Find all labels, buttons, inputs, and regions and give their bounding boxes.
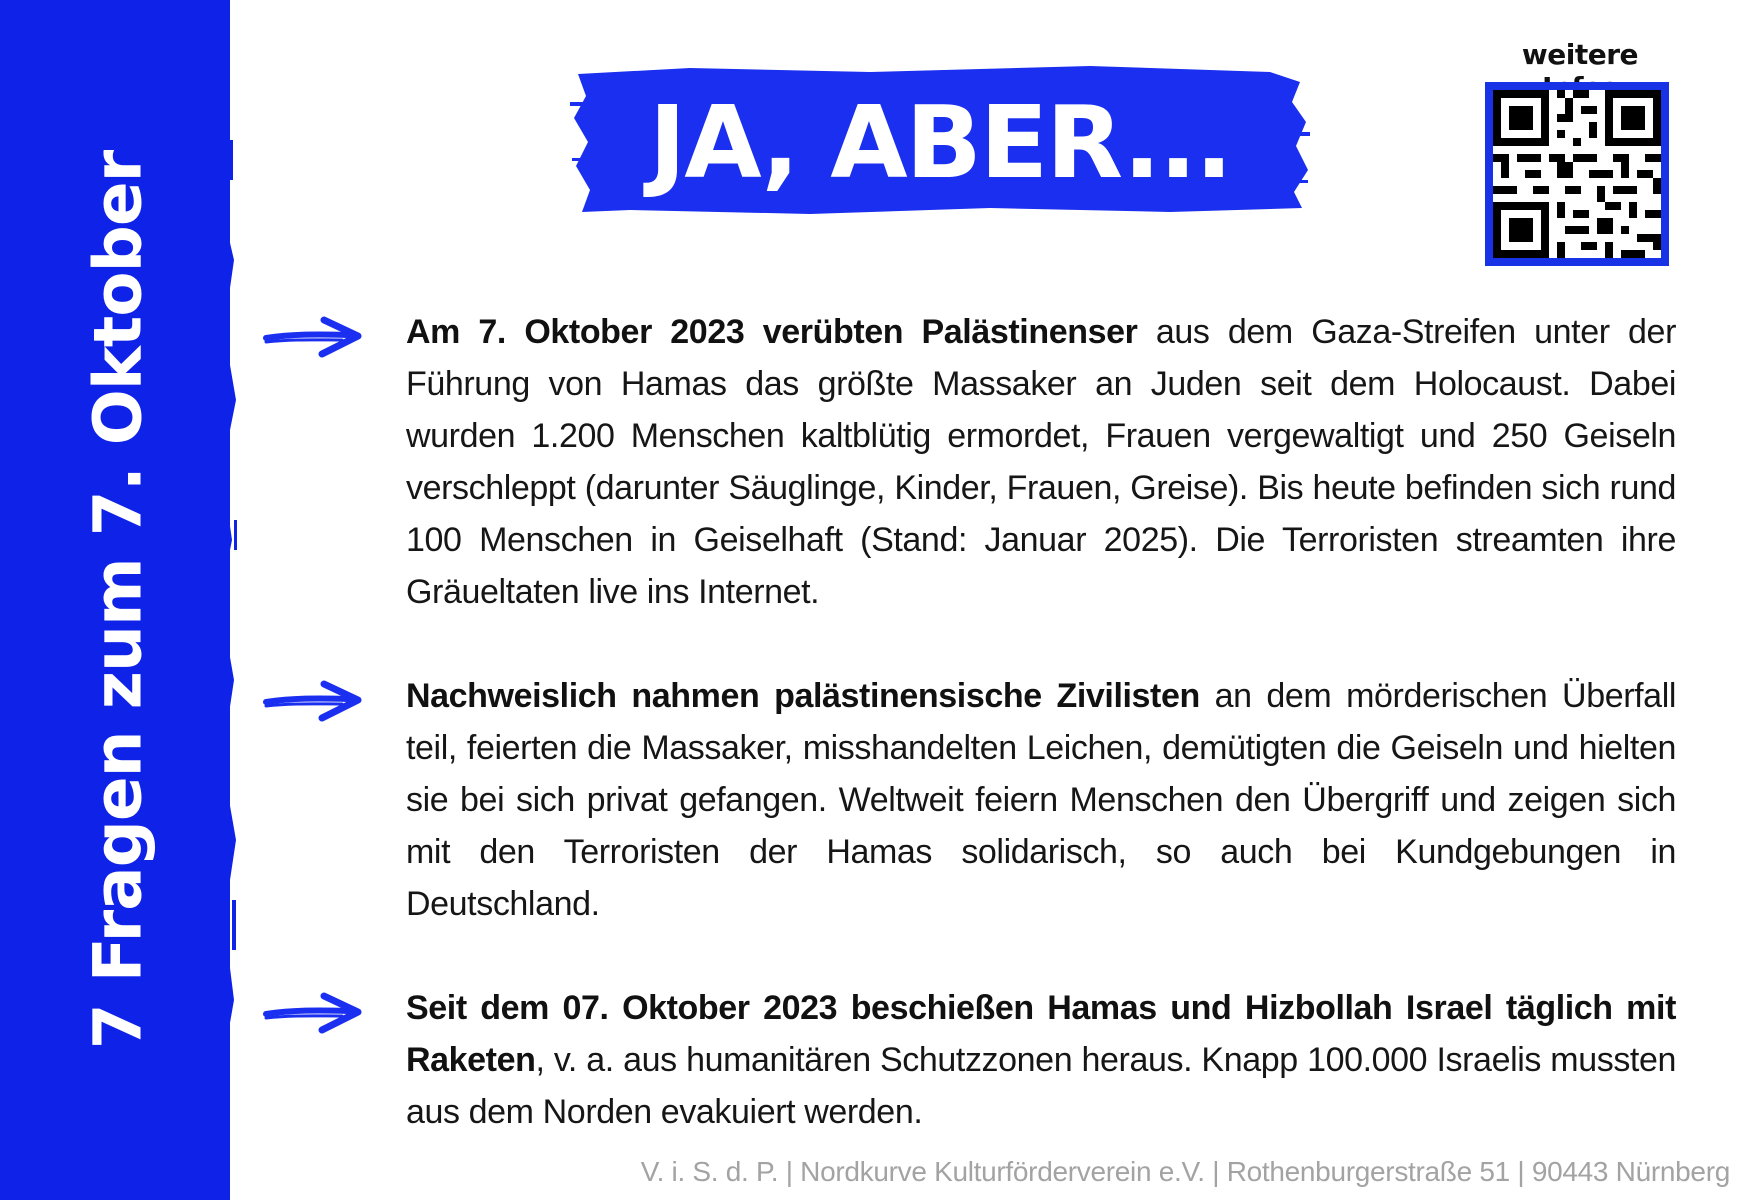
paragraph (406, 982, 1676, 1138)
paragraph-body: aus dem Gaza-Streifen unter der Führung von Hamas das größte Massaker an Juden seit dem Holocaust. Dabei wurden 1.200 Menschen kaltblütig ermordet, Frauen vergewaltigt und 250 Geiseln verschleppt (darunter Säuglinge, Kinder, Frauen, Greise). Bis heute befinden sich rund 100 Menschen in Geiselhaft (Stand: Januar 2025). Die Terroristen streamten ihre Gräueltaten live ins Internet. (406, 313, 1676, 611)
paragraph (406, 306, 1676, 618)
qr-label: weitere (1521, 38, 1639, 71)
paragraph-lead: Nachweislich nahmen palästinensische Zivilisten (406, 677, 1200, 715)
paragraph-lead: Seit dem 07. Oktober 2023 beschießen Hamas und Hizbollah Israel täglich mit Raketen (406, 989, 1676, 1079)
page-headline: JA, ABER... (648, 83, 1231, 201)
brush-edge (200, 0, 240, 1200)
arrow-right-icon (262, 678, 366, 722)
paragraph-body: an dem mörderischen Überfall teil, feierten die Massaker, misshandelten Leichen, demütigten die Geiseln und hielten sie bei sich privat gefangen. Weltweit feiern Menschen den Übergriff und zeigen sich mit den Terroristen der Hamas solidarisch, so auch bei Kundgebungen in Deutschland. (406, 677, 1677, 923)
paragraph (406, 670, 1676, 930)
footer-imprint: V. i. S. d. P. | Nordkurve Kulturförderverein e.V. | Rothenburgerstraße 51 | 90443 Nürnberg (640, 1156, 1730, 1187)
headline-banner (570, 62, 1310, 222)
arrow-right-icon (262, 314, 366, 358)
sidebar-band (0, 0, 230, 1200)
paragraph-body: , v. a. aus humanitären Schutzzonen heraus. Knapp 100.000 Israelis mussten aus dem Norden evakuiert werden. (406, 1041, 1676, 1131)
qr-code-icon[interactable] (1485, 82, 1669, 266)
arrow-right-icon (262, 990, 366, 1034)
qr-pattern (1493, 90, 1661, 258)
paragraph-lead: Am 7. Oktober 2023 verübten Palästinenser (406, 313, 1138, 351)
sidebar-title: 7 Fragen zum 7. Oktober (79, 150, 157, 1050)
